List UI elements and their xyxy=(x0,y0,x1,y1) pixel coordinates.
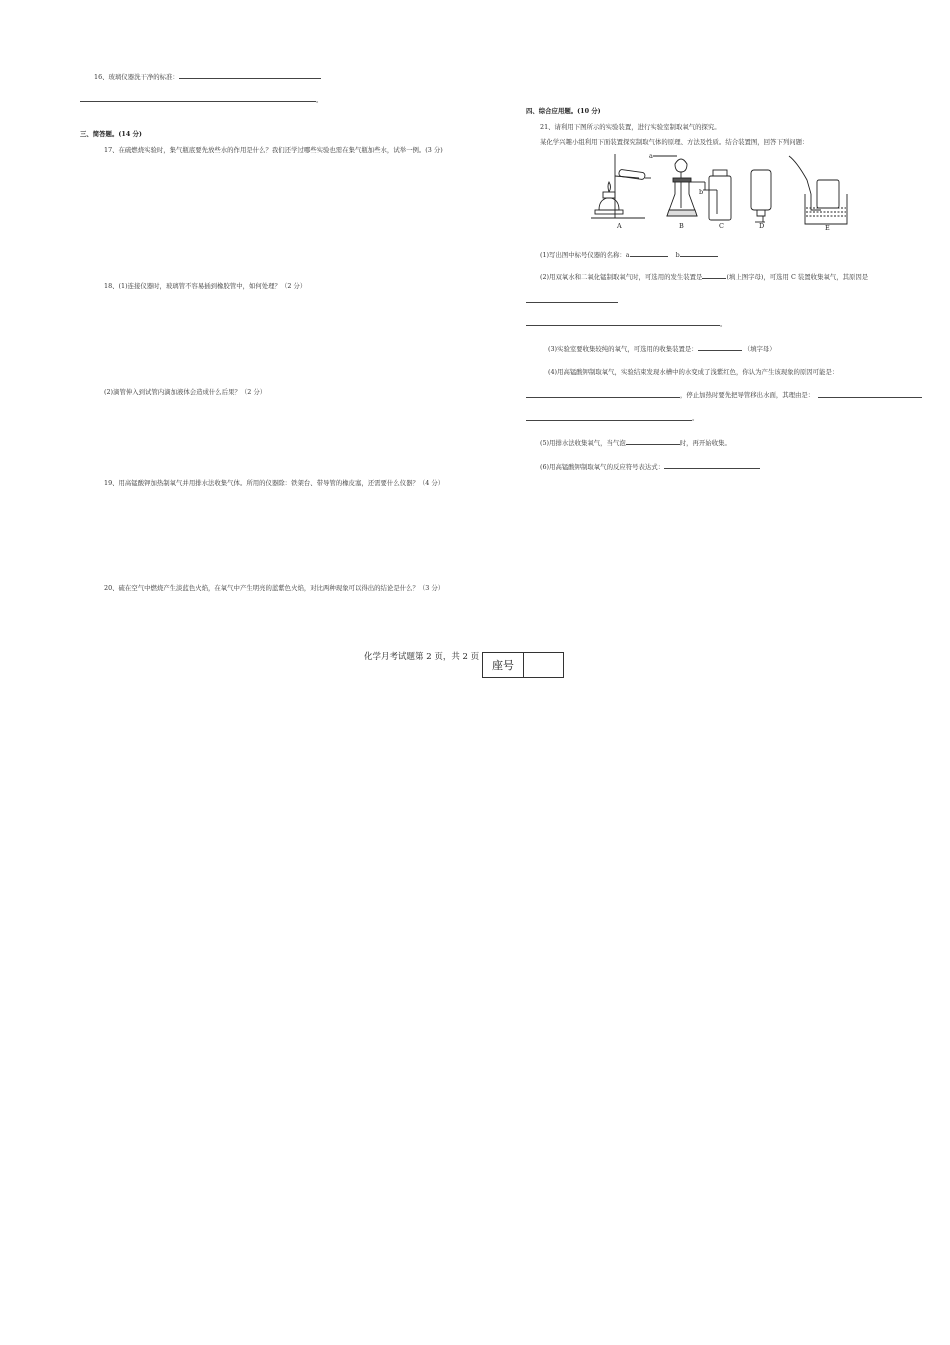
part-2-text-before: (2)用双氧水和二氧化锰制取氧气时，可选用的发生装置是 xyxy=(540,273,703,281)
answer-line-2a[interactable] xyxy=(526,302,618,303)
apparatus-label-D: D xyxy=(759,222,765,230)
part-4-text-mid: ，停止加热时要先把导管移出水面，其理由是： xyxy=(680,391,815,399)
section-4-header: 四、综合应用题。(10 分) xyxy=(526,107,601,115)
part-2 xyxy=(540,272,868,281)
apparatus-label-b: b xyxy=(699,188,704,196)
apparatus-figure xyxy=(585,150,855,232)
question-16-text: 16、玻璃仪器洗干净的标准： xyxy=(94,73,179,81)
page-footer: 化学月考试题第 2 页，共 2 页 xyxy=(364,652,480,662)
part-1-text: (1)写出图中标号仪器的名称：a xyxy=(540,251,630,259)
question-18-part-2: (2)滴管伸入到试管内滴加液体会造成什么后果？（2 分） xyxy=(104,388,267,396)
answer-blank-16[interactable] xyxy=(179,72,321,79)
question-16 xyxy=(94,72,321,81)
question-19: 19、用高锰酸钾加热制氧气并用排水法收集气体。所用的仪器除：铁架台、带导管的橡皮塞，还需要什么仪器？（4 分） xyxy=(104,479,445,487)
part-5 xyxy=(540,438,731,447)
apparatus-label-B: B xyxy=(679,222,684,230)
seat-label: 座号 xyxy=(483,653,524,677)
apparatus-drawing xyxy=(585,150,855,232)
part-6 xyxy=(540,462,760,471)
seat-value-field[interactable] xyxy=(524,653,563,677)
part-3-text-after: （填字母） xyxy=(743,345,776,353)
part-1 xyxy=(540,250,718,259)
answer-line-4a[interactable] xyxy=(526,397,680,398)
part-4-end: 。 xyxy=(692,414,699,422)
apparatus-label-a: a xyxy=(649,152,653,160)
seat-number-box xyxy=(482,652,564,678)
answer-blank-5[interactable] xyxy=(626,438,680,445)
answer-line-2b[interactable] xyxy=(526,325,720,326)
question-18-part-1: 18、(1)连接仪器时，玻璃管不容易插到橡胶管中，如何处理？（2 分） xyxy=(104,282,307,290)
apparatus-label-E: E xyxy=(825,224,830,232)
question-21-subtitle: 某化学兴趣小组利用下面装置探究制取气体的原理、方法及性质。结合装置图，回答下列问题： xyxy=(540,138,809,146)
part-3-text: (3)实验室要收集较纯的氧气，可选用的收集装置是： xyxy=(548,345,698,353)
part-2-text-after: (填上图字母)，可选用 C 装置收集氧气，其原因是 xyxy=(726,273,869,281)
question-17: 17、在硫燃烧实验时，集气瓶底要先放些水的作用是什么？我们还学过哪些实验也需在集气瓶加些水，试举一例。(3 分) xyxy=(104,146,443,154)
answer-line-4b[interactable] xyxy=(818,397,922,398)
part-2-end: 。 xyxy=(720,320,727,328)
answer-line-4c[interactable] xyxy=(526,420,692,421)
answer-blank-2-device[interactable] xyxy=(702,272,726,279)
answer-blank-6[interactable] xyxy=(664,462,760,469)
part-3 xyxy=(548,344,776,353)
answer-blank-a[interactable] xyxy=(630,250,668,257)
section-3-header: 三、简答题。(14 分) xyxy=(80,130,142,138)
answer-blank-b[interactable] xyxy=(680,250,718,257)
answer-blank-3[interactable] xyxy=(698,344,742,351)
question-21-intro: 21、请利用下图所示的实验装置，进行实验室制取氧气的探究。 xyxy=(540,123,721,131)
part-4: (4)用高锰酸钾制取氧气，实验结束发现水槽中的水变成了浅紫红色，你认为产生该现象的原因可能是： xyxy=(548,368,839,376)
question-20: 20、硫在空气中燃烧产生淡蓝色火焰，在氧气中产生明亮的蓝紫色火焰，对比两种现象可以得出的结论是什么？（3 分） xyxy=(104,584,445,592)
part-1-b-label: b xyxy=(675,251,680,259)
apparatus-label-A: A xyxy=(617,222,622,230)
apparatus-label-C: C xyxy=(719,222,724,230)
question-16-end: 。 xyxy=(316,96,323,104)
answer-line-16[interactable] xyxy=(80,101,316,102)
part-5-text-after: 时，再开始收集。 xyxy=(679,439,731,447)
part-5-text: (5)用排水法收集氧气，当气泡 xyxy=(540,439,626,447)
part-6-text: (6)用高锰酸钾制取氧气的反应符号表达式： xyxy=(540,463,665,471)
